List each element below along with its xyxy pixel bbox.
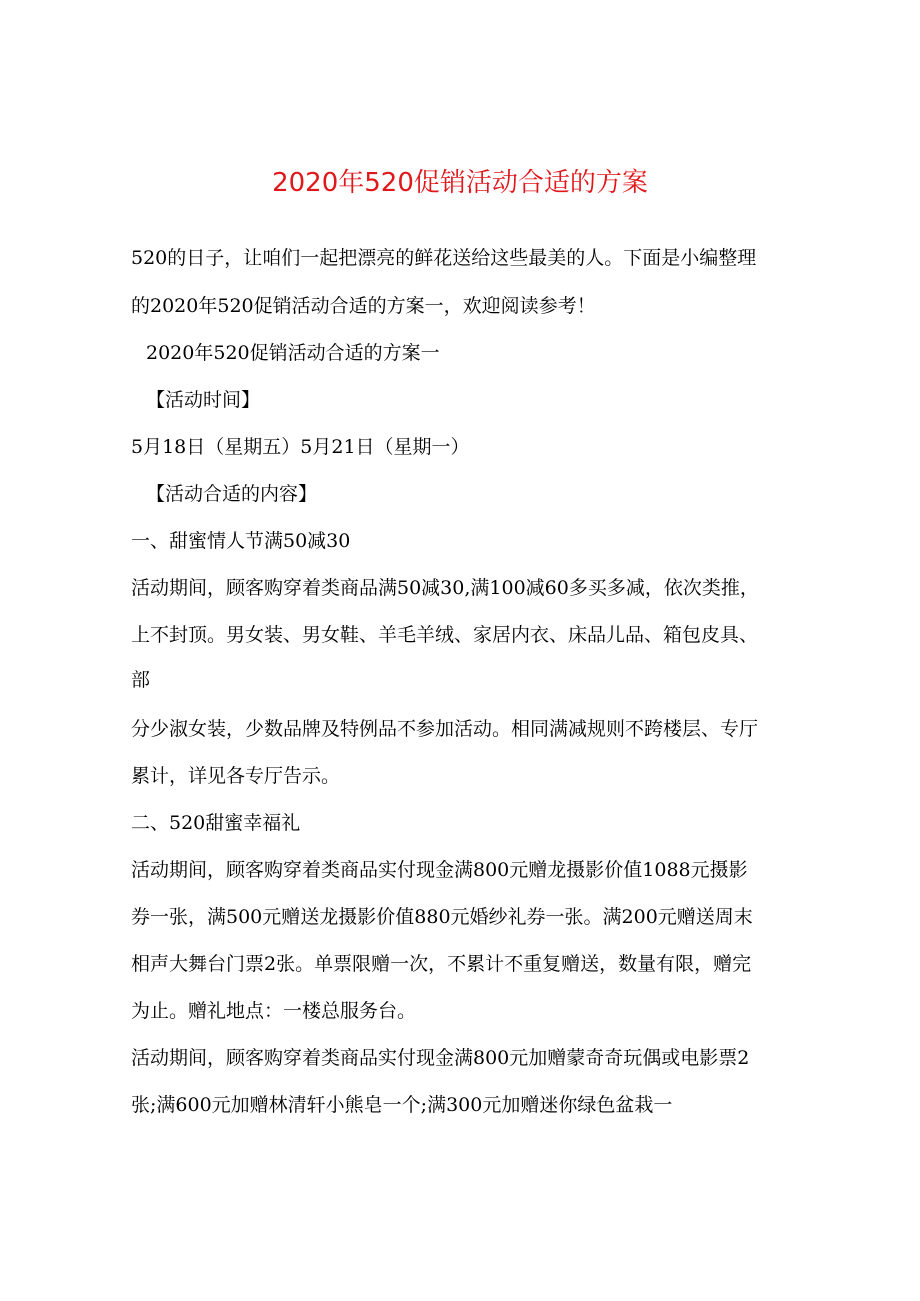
item-2-line-6: 张;满600元加赠林清轩小熊皂一个;满300元加赠迷你绿色盆栽一 bbox=[131, 1094, 673, 1116]
activity-dates: 5月18日（星期五）5月21日（星期一） bbox=[131, 436, 470, 458]
item-1-line-3: 部 bbox=[131, 669, 151, 691]
item-2-line-3: 相声大舞台门票2张。单票限赠一次，不累计不重复赠送，数量有限，赠完 bbox=[131, 953, 752, 975]
intro-line-2: 的2020年520促销活动合适的方案一，欢迎阅读参考！ bbox=[131, 295, 596, 317]
item-2-line-1: 活动期间，顾客购穿着类商品实付现金满800元赠龙摄影价值1088元摄影 bbox=[131, 859, 748, 881]
item-1-line-5: 累计，详见各专厅告示。 bbox=[131, 765, 341, 787]
item-2-line-4: 为止。赠礼地点：一楼总服务台。 bbox=[131, 1000, 417, 1022]
activity-time-heading: 【活动时间】 bbox=[146, 389, 261, 411]
item-1-line-1: 活动期间，顾客购穿着类商品满50减30,满100减60多买多减，依次类推， bbox=[131, 577, 759, 599]
activity-content-heading: 【活动合适的内容】 bbox=[146, 483, 318, 505]
item-1-line-4: 分少淑女装，少数品牌及特例品不参加活动。相同满减规则不跨楼层、专厅 bbox=[131, 718, 759, 740]
document-title: 2020年520促销活动合适的方案 bbox=[272, 168, 648, 198]
item-1-heading: 一、甜蜜情人节满50减30 bbox=[131, 530, 351, 552]
item-1-line-2: 上不封顶。男女装、男女鞋、羊毛羊绒、家居内衣、床品儿品、箱包皮具、 bbox=[131, 624, 759, 646]
intro-line-1: 520的日子，让咱们一起把漂亮的鲜花送给这些最美的人。下面是小编整理 bbox=[131, 247, 757, 269]
item-2-heading: 二、520甜蜜幸福礼 bbox=[131, 812, 301, 834]
section-heading: 2020年520促销活动合适的方案一 bbox=[146, 342, 440, 364]
item-2-line-5: 活动期间，顾客购穿着类商品实付现金满800元加赠蒙奇奇玩偶或电影票2 bbox=[131, 1047, 750, 1069]
item-2-line-2: 券一张，满500元赠送龙摄影价值880元婚纱礼券一张。满200元赠送周末 bbox=[131, 906, 753, 928]
